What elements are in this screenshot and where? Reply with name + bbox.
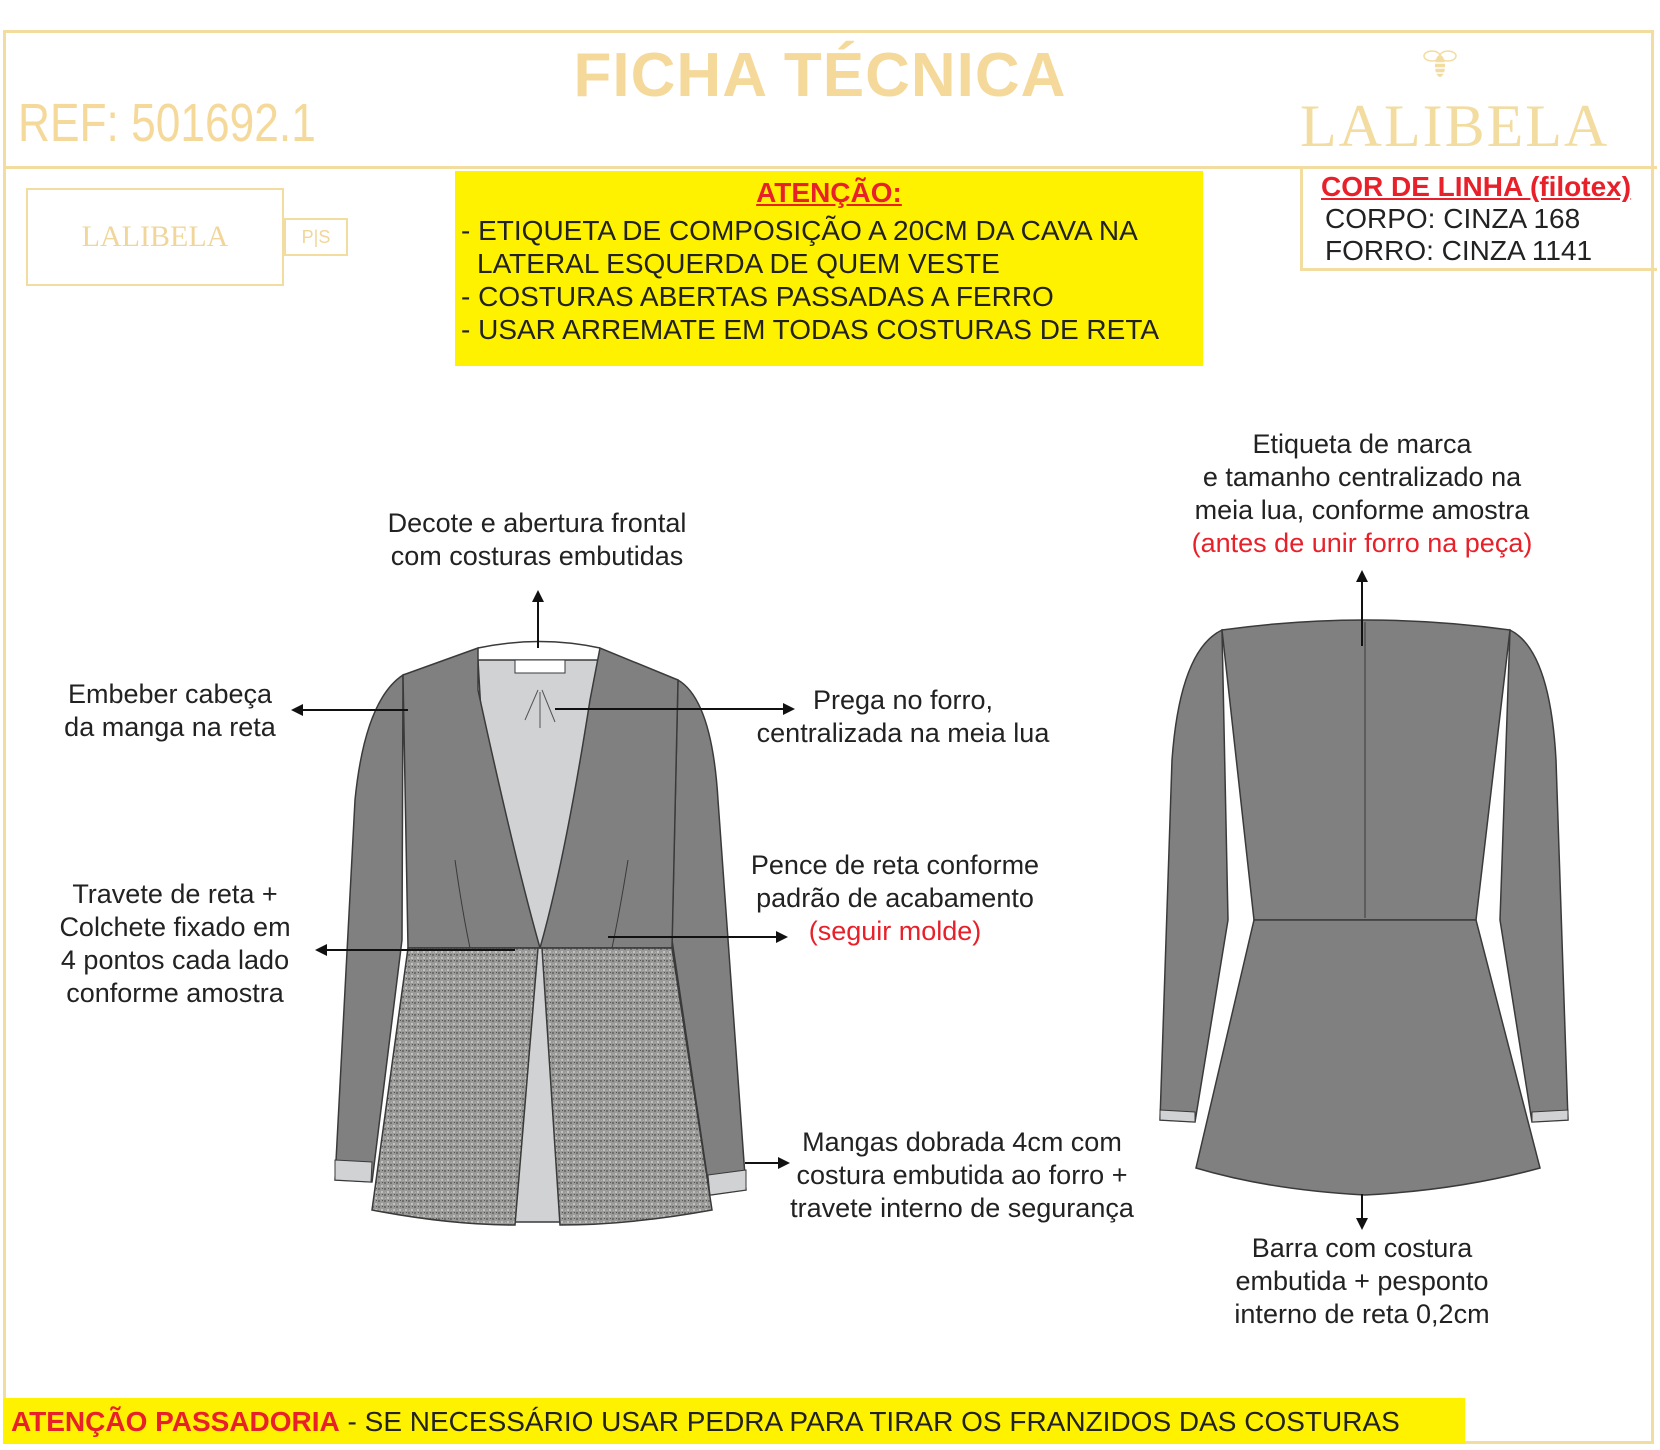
thread-color-lining: FORRO: CINZA 1141: [1325, 235, 1593, 266]
note-neckline: [372, 507, 702, 573]
note-line: Etiqueta de marca: [1252, 429, 1472, 459]
note-hem: [1197, 1232, 1527, 1331]
note-dart: [730, 849, 1060, 948]
note-line: Decote e abertura frontal: [387, 508, 687, 538]
attention-line: - ETIQUETA DE COMPOSIÇÃO A 20CM DA CAVA NA: [461, 215, 1138, 246]
attention-title: ATENÇÃO:: [756, 177, 902, 208]
front-view: [335, 642, 746, 1226]
note-line: Barra com costura: [1251, 1233, 1473, 1263]
ironing-warning-text: [11, 1406, 1400, 1438]
note-line: conforme amostra: [66, 978, 284, 1008]
note-pleat: [738, 684, 1068, 750]
back-view: [1160, 620, 1568, 1195]
note-line: costura embutida ao forro +: [796, 1160, 1128, 1190]
attention-line: - COSTURAS ABERTAS PASSADAS A FERRO: [461, 281, 1054, 312]
note-line: travete interno de segurança: [790, 1193, 1134, 1223]
note-line: e tamanho centralizado na: [1202, 462, 1522, 492]
note-sleeves: [772, 1126, 1152, 1225]
ironing-warning-label: ATENÇÃO PASSADORIA: [11, 1406, 340, 1437]
attention-line: - USAR ARREMATE EM TODAS COSTURAS DE RETA: [461, 314, 1160, 345]
note-line: Travete de reta +: [72, 879, 278, 909]
note-line: padrão de acabamento: [756, 883, 1034, 913]
reference-number: REF: 501692.1: [18, 93, 316, 153]
ironing-warning: [3, 1398, 1465, 1444]
brand-logo: LALIBELA: [1300, 93, 1610, 159]
brand-label-text: LALIBELA: [81, 220, 229, 253]
note-line: da manga na reta: [64, 712, 276, 742]
attention-line: LATERAL ESQUERDA DE QUEM VESTE: [477, 248, 1000, 279]
note-line-red: (antes de unir forro na peça): [1191, 528, 1533, 558]
note-line: meia lua, conforme amostra: [1194, 495, 1530, 525]
note-hook: [40, 878, 310, 1010]
note-line: Prega no forro,: [812, 685, 994, 715]
size-label: P|S: [284, 218, 348, 256]
note-line-red: (seguir molde): [808, 916, 982, 946]
note-line: Colchete fixado em: [59, 912, 291, 942]
note-sleeve-head: [50, 678, 290, 744]
thread-color-body: CORPO: CINZA 168: [1325, 203, 1581, 234]
note-line: Embeber cabeça: [67, 679, 273, 709]
page-title: FICHA TÉCNICA: [573, 41, 1067, 110]
note-line: interno de reta 0,2cm: [1234, 1299, 1490, 1329]
note-line: Pence de reta conforme: [750, 850, 1040, 880]
note-line: embutida + pesponto: [1235, 1266, 1489, 1296]
thread-color-title: COR DE LINHA (filotex): [1321, 171, 1632, 202]
ironing-warning-body: - SE NECESSÁRIO USAR PEDRA PARA TIRAR OS FRANZIDOS DAS COSTURAS: [339, 1406, 1400, 1437]
note-line: com costuras embutidas: [390, 541, 684, 571]
note-line: centralizada na meia lua: [756, 718, 1050, 748]
note-line: 4 pontos cada lado: [60, 945, 290, 975]
note-line: Mangas dobrada 4cm com: [802, 1127, 1122, 1157]
note-back-label: [1170, 428, 1554, 560]
